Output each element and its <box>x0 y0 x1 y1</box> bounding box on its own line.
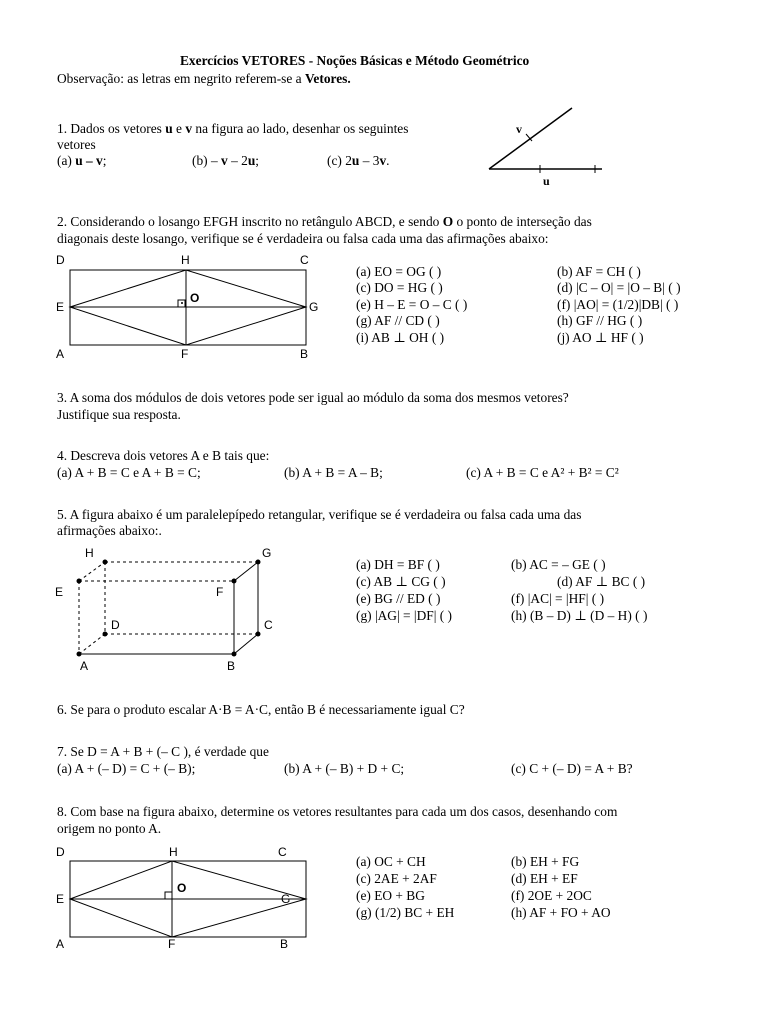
q1-opt-a-end: ; <box>102 153 107 168</box>
label-f: F <box>168 937 176 951</box>
q7-option-b: (b) A + (– B) + D + C; <box>284 761 405 776</box>
fig-label-v: v <box>516 122 522 136</box>
label-g: G <box>309 300 319 314</box>
q1-line1 <box>57 121 408 137</box>
q2-text-a: 2. Considerando o losango EFGH inscrito no retângulo ABCD, e sendo <box>57 214 443 229</box>
q2-text-c: o ponto de interseção das <box>453 214 592 229</box>
q8-item-b: (b) EH + FG <box>511 854 580 869</box>
q5-item-f: (f) |AC| = |HF| ( ) <box>511 591 605 606</box>
q5-line2: afirmações abaixo:. <box>57 523 162 538</box>
label-a: A <box>56 937 65 951</box>
vertex-h <box>103 560 108 565</box>
label-d: D <box>56 845 65 859</box>
q2-item-f: (f) |AO| = (1/2)|DB| ( ) <box>557 297 679 312</box>
vertex-f <box>232 579 237 584</box>
label-g: G <box>262 546 272 560</box>
q8-item-a: (a) OC + CH <box>356 854 426 869</box>
q2-item-a: (a) EO = OG ( ) <box>356 264 442 279</box>
q1-vector-figure <box>480 105 610 190</box>
label-c: C <box>300 253 309 267</box>
q1-opt-a-label: (a) <box>57 153 76 168</box>
q5-item-h: (h) (B – D) ⊥ (D – H) ( ) <box>511 608 648 623</box>
q1-opt-b-v: v <box>221 153 228 168</box>
q5-item-a: (a) DH = BF ( ) <box>356 557 440 572</box>
note-text: Observação: as letras em negrito referem-se a <box>57 71 305 86</box>
q5-line1: 5. A figura abaixo é um paralelepípedo retangular, verifique se é verdadeira ou falsa cada uma das <box>57 507 582 522</box>
q1-line2: vetores <box>57 137 96 152</box>
q5-item-e: (e) BG // ED ( ) <box>356 591 441 606</box>
label-g: G <box>281 892 291 906</box>
label-d: D <box>111 618 120 632</box>
q1-opt-c-label: (c) 2 <box>327 153 352 168</box>
q1-opt-c-u: u <box>351 153 360 168</box>
q8-item-c: (c) 2AE + 2AF <box>356 871 437 886</box>
note-bold: Vetores. <box>304 71 351 86</box>
q4-option-a: (a) A + B = C e A + B = C; <box>57 465 201 480</box>
q8-line2: origem no ponto A. <box>57 821 162 836</box>
q5-parallelepiped-figure <box>50 540 290 675</box>
q3-line2: Justifique sua resposta. <box>57 407 181 422</box>
label-a: A <box>56 347 65 361</box>
edge-ad <box>79 634 105 654</box>
label-f: F <box>181 347 189 361</box>
label-d: D <box>56 253 65 267</box>
q3-line1: 3. A soma dos módulos de dois vetores pode ser igual ao módulo da soma dos mesmos vetores? <box>57 390 569 405</box>
label-b: B <box>280 937 289 951</box>
q1-opt-c-mid: – 3 <box>359 153 380 168</box>
label-e: E <box>56 300 65 314</box>
note-line <box>57 71 351 87</box>
edge-bc <box>234 634 258 654</box>
label-c: C <box>278 845 287 859</box>
vertex-g <box>256 560 261 565</box>
label-h: H <box>169 845 178 859</box>
q2-point-o: O <box>442 214 454 229</box>
q8-rhombus-figure <box>52 840 327 955</box>
label-o: O <box>177 881 187 895</box>
vertex-e <box>77 579 82 584</box>
q8-item-f: (f) 2OE + 2OC <box>511 888 592 903</box>
label-b: B <box>300 347 309 361</box>
label-f: F <box>216 585 224 599</box>
q2-item-b: (b) AF = CH ( ) <box>557 264 641 279</box>
q8-item-e: (e) EO + BG <box>356 888 425 903</box>
q2-rhombus-figure <box>52 248 327 363</box>
q2-item-e: (e) H – E = O – C ( ) <box>356 297 468 312</box>
q5-item-c: (c) AB ⊥ CG ( ) <box>356 574 446 589</box>
q8-item-h: (h) AF + FO + AO <box>511 905 611 920</box>
q1-option-a <box>57 153 107 169</box>
label-o: O <box>190 291 200 305</box>
q1-u: u <box>165 121 173 136</box>
q1-text-a: 1. Dados os vetores <box>57 121 166 136</box>
q2-item-d: (d) |C – O| = |O – B| ( ) <box>557 280 681 295</box>
q2-item-i: (i) AB ⊥ OH ( ) <box>356 330 445 345</box>
q2-line2: diagonais deste losango, verifique se é verdadeira ou falsa cada uma das afirmações abaixo: <box>57 231 549 246</box>
q1-e: e <box>172 121 186 136</box>
label-a: A <box>80 659 89 673</box>
fig-label-u: u <box>543 174 550 188</box>
q1-opt-c-v: v <box>379 153 387 168</box>
label-b: B <box>227 659 236 673</box>
label-h: H <box>181 253 190 267</box>
page-title: Exercícios VETORES - Noções Básicas e Método Geométrico <box>180 53 530 68</box>
q1-option-b <box>192 153 259 169</box>
q1-opt-b-end: ; <box>255 153 259 168</box>
right-angle-mark <box>165 892 172 899</box>
q1-v: v <box>185 121 193 136</box>
q2-item-g: (g) AF // CD ( ) <box>356 313 440 328</box>
q7-line1: 7. Se D = A + B + (– C ), é verdade que <box>57 744 269 759</box>
right-angle-dot <box>181 302 183 304</box>
q4-option-b: (b) A + B = A – B; <box>284 465 383 480</box>
label-c: C <box>264 618 273 632</box>
q1-option-c <box>327 153 390 169</box>
vertex-c <box>256 632 261 637</box>
q1-text-b: na figura ao lado, desenhar os seguintes <box>192 121 409 136</box>
q8-line1: 8. Com base na figura abaixo, determine os vetores resultantes para cada um dos casos, desenhando com <box>57 804 618 819</box>
q6-line1: 6. Se para o produto escalar A·B = A·C, então B é necessariamente igual C? <box>57 702 465 717</box>
label-e: E <box>55 585 64 599</box>
edge-eh <box>79 562 105 581</box>
q5-item-g: (g) |AG| = |DF| ( ) <box>356 608 453 623</box>
q5-item-d: (d) AF ⊥ BC ( ) <box>557 574 646 589</box>
q2-line1 <box>57 214 592 230</box>
label-h: H <box>85 546 94 560</box>
q8-item-d: (d) EH + EF <box>511 871 578 886</box>
q7-option-a: (a) A + (– D) = C + (– B); <box>57 761 196 776</box>
q4-line1: 4. Descreva dois vetores A e B tais que: <box>57 448 270 463</box>
q2-item-h: (h) GF // HG ( ) <box>557 313 643 328</box>
vertex-a <box>77 652 82 657</box>
edge-fg <box>234 562 258 581</box>
q1-opt-b-u: u <box>247 153 256 168</box>
q1-opt-b-label: (b) – <box>192 153 222 168</box>
vertex-b <box>232 652 237 657</box>
q8-item-g: (g) (1/2) BC + EH <box>356 905 455 920</box>
q5-item-b: (b) AC = – GE ( ) <box>511 557 606 572</box>
q2-item-j: (j) AO ⊥ HF ( ) <box>557 330 644 345</box>
q2-item-c: (c) DO = HG ( ) <box>356 280 443 295</box>
q1-opt-a-expr: u – v <box>75 153 103 168</box>
q4-option-c: (c) A + B = C e A² + B² = C² <box>466 465 619 480</box>
vertex-d <box>103 632 108 637</box>
q7-option-c: (c) C + (– D) = A + B? <box>511 761 633 776</box>
label-e: E <box>56 892 65 906</box>
q1-opt-c-end: . <box>386 153 390 168</box>
q1-opt-b-mid: – 2 <box>227 153 248 168</box>
